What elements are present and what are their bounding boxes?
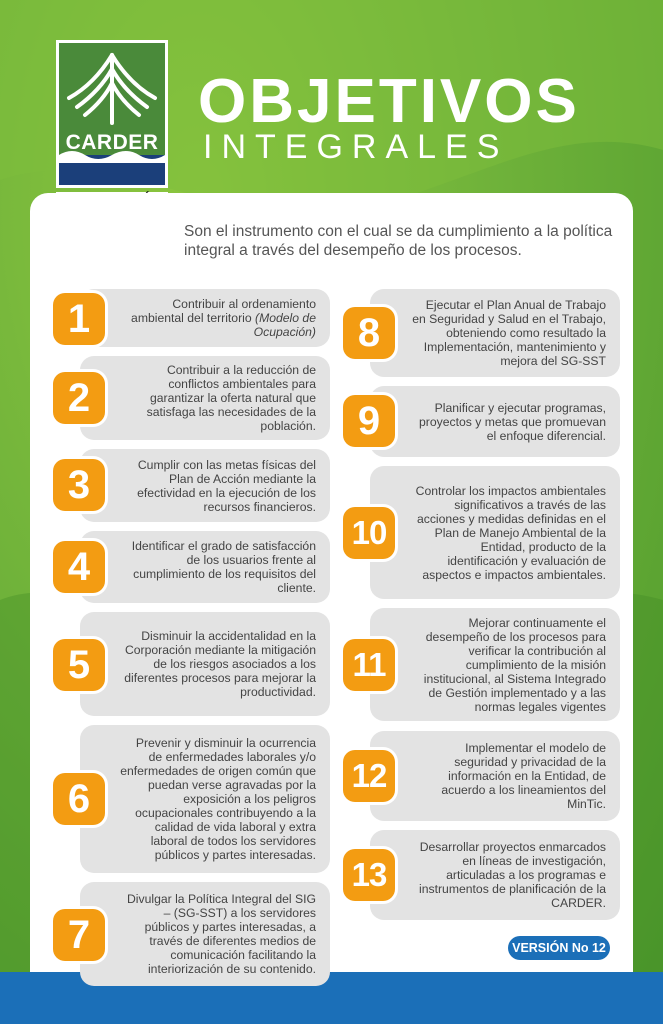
- objective-text: Controlar los impactos ambientales significativos a través de las acciones y medidas definidas en el Plan de Manejo Ambiental de la Entidad, producto de la identificación y evaluación de aspectos e impactos ambientales.: [415, 483, 606, 582]
- objective-card-6: [80, 725, 330, 873]
- objective-number-3: 3: [53, 459, 105, 511]
- objective-number-5: 5: [53, 639, 105, 691]
- objective-card-1: [80, 289, 330, 347]
- objective-text: Divulgar la Política Integral del SIG – (SG-SST) a los servidores públicos y partes interesadas, a través de diferentes medios de comunicación facilitando la interiorización de su contenido.: [127, 892, 316, 976]
- objective-card-7: [80, 882, 330, 986]
- objective-text: Ejecutar el Plan Anual de Trabajo en Seguridad y Salud en el Trabajo, obteniendo como resultado la Implementación, mantenimiento y mejora del SG-SST: [412, 298, 606, 368]
- objective-number-4: 4: [53, 541, 105, 593]
- objective-card-12: [370, 731, 620, 821]
- objective-number-9: 9: [343, 395, 395, 447]
- objective-card-3: [80, 449, 330, 522]
- intro-text: Son el instrumento con el cual se da cumplimiento a la política integral a través del desempeño de los procesos.: [184, 223, 613, 259]
- page-title: OBJETIVOS: [198, 67, 580, 136]
- objective-text: Contribuir a la reducción de conflictos ambientales para garantizar la oferta natural que satisfaga las necesidades de la población.: [146, 363, 316, 433]
- page-subtitle: INTEGRALES: [203, 128, 509, 166]
- objective-card-9: [370, 386, 620, 457]
- objective-text: Identificar el grado de satisfacción de los usuarios frente al cumplimiento de los requisitos del cliente.: [131, 539, 316, 595]
- objective-card-2: [80, 356, 330, 440]
- logo-name: CARDER: [65, 131, 159, 154]
- objective-text: Mejorar continuamente el desempeño de los procesos para verificar la contribución al cumplimiento de la misión institucional, al Sistema Integrado de Gestión implementado y a las normas legales vigentes: [423, 615, 606, 714]
- objective-number-1: 1: [53, 293, 105, 345]
- objective-text: Planificar y ejecutar programas, proyectos y metas que promuevan el enfoque diferencial.: [419, 400, 606, 443]
- objective-number-11: 11: [343, 639, 395, 691]
- objective-card-4: [80, 531, 330, 603]
- objective-card-5: [80, 612, 330, 716]
- objective-number-6: 6: [53, 773, 105, 825]
- objective-number-8: 8: [343, 307, 395, 359]
- objective-card-11: [370, 608, 620, 721]
- objective-text: Cumplir con las metas físicas del Plan de Acción mediante la efectividad en la ejecución de los recursos financieros.: [137, 457, 316, 514]
- objective-card-13: [370, 830, 620, 920]
- objective-number-13: 13: [343, 849, 395, 901]
- objective-text: Desarrollar proyectos enmarcados en líneas de investigación, articuladas a los programas e instrumentos de planificación de la CARDER.: [419, 840, 606, 910]
- objective-number-12: 12: [343, 750, 395, 802]
- objective-card-8: [370, 289, 620, 377]
- objective-number-10: 10: [343, 507, 395, 559]
- version-badge: VERSIÓN No 12: [508, 936, 610, 960]
- logo-emblem: [56, 40, 168, 188]
- objective-card-10: [370, 466, 620, 599]
- objective-number-7: 7: [53, 909, 105, 961]
- objective-number-2: 2: [53, 372, 105, 424]
- objective-text: Contribuir al ordenamiento ambiental del territorio (Modelo de Ocupación): [131, 297, 316, 339]
- objective-text: Prevenir y disminuir la ocurrencia de enfermedades laborales y/o enfermedades de origen común que puedan verse agravadas por la exposición a los peligros ocupacionales contribuyendo a la calidad de vida laboral y extra laboral de todos los servidores públicos y partes interesadas.: [120, 736, 316, 862]
- mountain-icon: [59, 43, 165, 185]
- objective-text: Disminuir la accidentalidad en la Corporación mediante la mitigación de los riesgos asociados a los diferentes procesos para mejorar la productividad.: [124, 629, 316, 699]
- objective-text: Implementar el modelo de seguridad y privacidad de la información en la Entidad, de acuerdo a los lineamientos del MinTic.: [441, 741, 606, 811]
